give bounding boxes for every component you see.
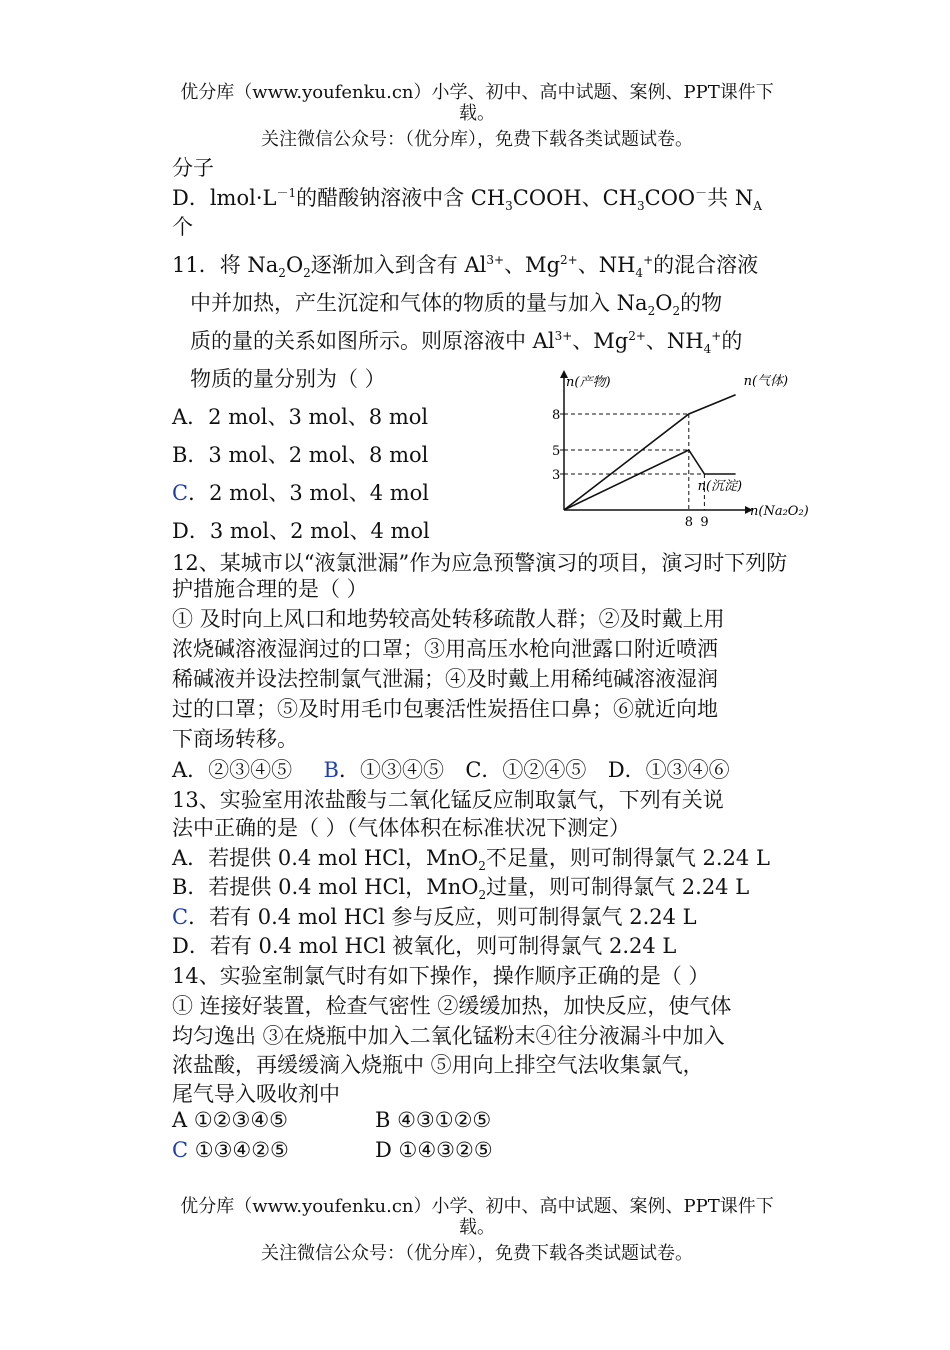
q14-stem-line5: 尾气导入吸收剂中 [172,1082,340,1106]
y-tick-label: 8 [552,408,561,423]
q12-stem-line1: 12、某城市以“液氯泄漏”作为应急预警演习的项目，演习时下列防 [172,551,788,575]
q11-option-d: D．3 mol、2 mol、4 mol [172,519,430,543]
q12-stem-line3: ① 及时向上风口和地势较高处转移疏散人群；②及时戴上用 [172,607,725,631]
q14-stem-line2: ① 连接好装置，检查气密性 ②缓缓加热，加快反应，使气体 [172,994,732,1018]
q13-option-d: D．若有 0.4 mol HCl 被氧化，则可制得氯气 2.24 L [172,934,677,958]
q12-stem-line4: 浓烧碱溶液湿润过的口罩；③用高压水枪向泄露口附近喷洒 [172,637,718,661]
y-tick-label: 5 [552,444,561,459]
x-tick-label: 8 [684,515,694,528]
footer-line2: 关注微信公众号：（优分库），免费下载各类试题试卷。 [261,1243,693,1264]
q10-option-d: D．$lmol\cdot L^{-1}$的醋酸钠溶液中含 $CH_3COOH$、$CH_3COO^-$共 $N_A$ [172,186,762,214]
q12-stem-line2: 护措施合理的是（ ） [172,577,368,601]
q14-option-a: A ①②③④⑤ [172,1108,288,1132]
x-tick-label: 9 [700,515,709,528]
q11-stem-line1: 11．将 $Na_2O_2$逐渐加入到含有 $Al^{3+}$、$Mg^{2+}$、$NH_4^+$的混合溶液 [172,253,759,281]
y-axis-label: n(产物) [566,375,611,390]
header-line1: 优分库（www.youfenku.cn）小学、初中、高中试题、案例、PPT课件下载。 [180,82,774,124]
q11-option-c: C．2 mol、3 mol、4 mol [172,481,430,505]
q14-stem-line1: 14、实验室制氯气时有如下操作，操作顺序正确的是（ ） [172,964,710,988]
q12-stem-line5: 稀碱液并设法控制氯气泄漏；④及时戴上用稀纯碱溶液湿润 [172,667,718,691]
q14-option-b: B ④③①②⑤ [375,1108,492,1132]
y-tick-label: 3 [552,468,561,483]
q10-option-d-end: 个 [172,215,193,239]
q13-option-a: A．若提供 0.4 mol HCl，MnO$_2$不足量，则可制得氯气 2.24 L [172,846,770,874]
q12-option-d: D．①③④⑥ [607,758,730,782]
q13-stem-line2: 法中正确的是（ ）（气体体积在标准状况下测定） [172,816,631,840]
q13-option-b: B．若提供 0.4 mol HCl，MnO$_2$过量，则可制得氯气 2.24 L [172,875,750,903]
q13-option-c: C．若有 0.4 mol HCl 参与反应，则可制得氯气 2.24 L [172,905,697,929]
q12-option-b-letter: B [323,758,339,782]
q14-option-c: C ①③④②⑤ [172,1138,289,1162]
page-header [172,82,782,150]
q11-option-b: B．3 mol、2 mol、8 mol [172,443,429,467]
page-footer [172,1196,782,1264]
q14-stem-line4: 浓盐酸，再缓缓滴入烧瓶中 ⑤用向上排空气法收集氯气， [172,1053,704,1077]
q11-stem-line2: 中并加热，产生沉淀和气体的物质的量与加入 $Na_2O_2$的物 [190,291,723,319]
header-line2: 关注微信公众号：（优分库），免费下载各类试题试卷。 [261,129,693,150]
q12-stem-line6: 过的口罩；⑤及时用毛巾包裹活性炭捂住口鼻；⑥就近向地 [172,697,718,721]
q12-stem-line7: 下商场转移。 [172,727,298,751]
q11-stem-line3: 质的量的关系如图所示。则原溶液中 $Al^{3+}$、$Mg^{2+}$、$NH_4^+$的 [190,329,743,357]
series-precipitate-label: n(沉淀) [697,479,743,494]
q10-tail: 分子 [172,156,214,180]
q12-options [172,754,730,784]
q11-stem-line4: 物质的量分别为（ ） [190,367,386,391]
x-axis-label: n(Na₂O₂) [750,504,809,519]
q13-stem-line1: 13、实验室用浓盐酸与二氧化锰反应制取氯气，下列有关说 [172,788,724,812]
q11-option-a: A．2 mol、3 mol、8 mol [172,405,429,429]
footer-line1: 优分库（www.youfenku.cn）小学、初中、高中试题、案例、PPT课件下载。 [180,1196,774,1238]
q14-stem-line3: 均匀逸出 ③在烧瓶中加入二氧化锰粉末④往分液漏斗中加入 [172,1024,725,1048]
q11-chart [540,368,830,528]
q12-option-a: A．②③④⑤ [172,758,293,782]
series-gas-label: n(气体) [743,373,789,389]
q14-option-d: D ①④③②⑤ [375,1138,493,1162]
q12-option-c: C．①②④⑤ [465,758,587,782]
q12-option-b: ．①③④⑤ [338,758,444,782]
